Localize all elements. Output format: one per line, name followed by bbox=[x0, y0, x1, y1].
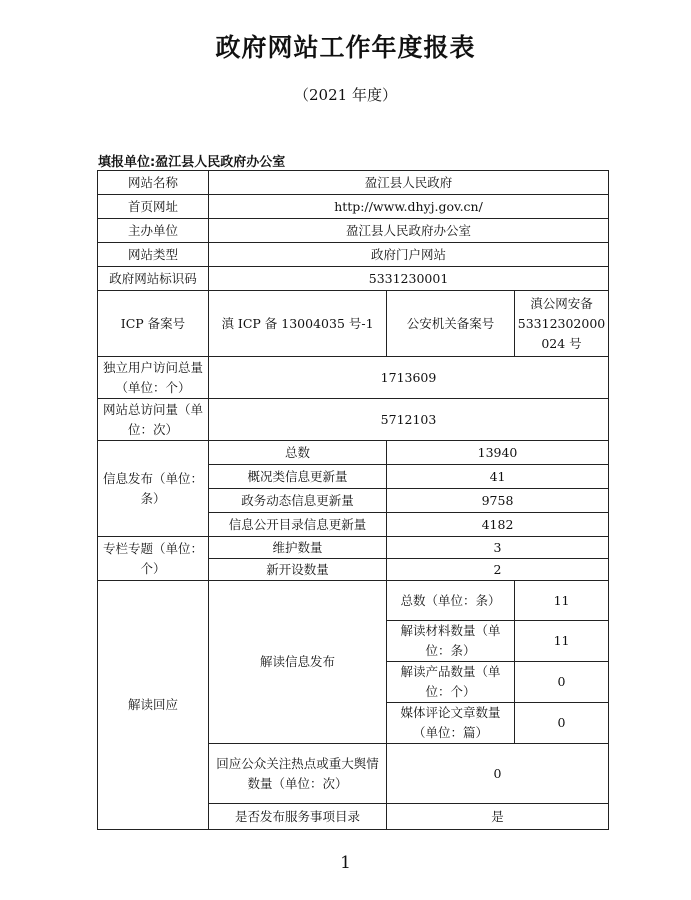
site-name-label: 网站名称 bbox=[98, 171, 209, 195]
pv-label: 网站总访问量（单位：次） bbox=[98, 399, 209, 441]
table-row bbox=[98, 581, 609, 621]
report-year: （2021 年度） bbox=[294, 86, 397, 104]
site-name-value: 盈江县人民政府 bbox=[209, 171, 609, 195]
interpret-total-value: 11 bbox=[515, 581, 609, 621]
info-catalog-label: 信息公开目录信息更新量 bbox=[209, 513, 387, 537]
homepage-value: http://www.dhyj.gov.cn/ bbox=[209, 195, 609, 219]
info-affairs-value: 9758 bbox=[387, 489, 609, 513]
icp-label: ICP 备案号 bbox=[98, 291, 209, 357]
table-row bbox=[98, 267, 609, 291]
interpret-respond-label: 回应公众关注热点或重大舆情数量（单位：次） bbox=[209, 744, 387, 804]
police-value: 滇公网安备 53312302000 024 号 bbox=[515, 291, 609, 357]
columns-label: 专栏专题（单位：个） bbox=[98, 537, 209, 581]
report-title: 政府网站工作年度报表 bbox=[215, 33, 476, 62]
info-total-label: 总数 bbox=[209, 441, 387, 465]
sponsor-value: 盈江县人民政府办公室 bbox=[209, 219, 609, 243]
info-release-label: 信息发布（单位：条） bbox=[98, 441, 209, 537]
service-label: 是否发布服务事项目录 bbox=[209, 804, 387, 830]
table-row bbox=[98, 399, 609, 441]
uv-value: 1713609 bbox=[209, 357, 609, 399]
table-row bbox=[98, 291, 609, 357]
interpret-respond-value: 0 bbox=[387, 744, 609, 804]
table-row bbox=[98, 219, 609, 243]
site-type-value: 政府门户网站 bbox=[209, 243, 609, 267]
interpret-publish-label: 解读信息发布 bbox=[209, 581, 387, 744]
table-row bbox=[98, 357, 609, 399]
uv-label: 独立用户访问总量（单位：个） bbox=[98, 357, 209, 399]
service-value: 是 bbox=[387, 804, 609, 830]
columns-maintained-label: 维护数量 bbox=[209, 537, 387, 559]
table-row bbox=[98, 171, 609, 195]
info-overview-value: 41 bbox=[387, 465, 609, 489]
interpret-media-label: 媒体评论文章数量（单位：篇） bbox=[387, 703, 515, 744]
columns-new-value: 2 bbox=[387, 559, 609, 581]
site-id-label: 政府网站标识码 bbox=[98, 267, 209, 291]
icp-value: 滇 ICP 备 13004035 号-1 bbox=[209, 291, 387, 357]
site-id-value: 5331230001 bbox=[209, 267, 609, 291]
info-overview-label: 概况类信息更新量 bbox=[209, 465, 387, 489]
table-row bbox=[98, 537, 609, 559]
filing-unit: 填报单位:盈江县人民政府办公室 bbox=[98, 155, 286, 170]
table-row bbox=[98, 243, 609, 267]
sponsor-label: 主办单位 bbox=[98, 219, 209, 243]
page-number: 1 bbox=[340, 853, 351, 873]
interpret-total-label: 总数（单位：条） bbox=[387, 581, 515, 621]
report-table bbox=[97, 170, 609, 830]
interpret-label: 解读回应 bbox=[98, 581, 209, 830]
table-row bbox=[98, 441, 609, 465]
police-label: 公安机关备案号 bbox=[387, 291, 515, 357]
site-type-label: 网站类型 bbox=[98, 243, 209, 267]
pv-value: 5712103 bbox=[209, 399, 609, 441]
table-row bbox=[98, 195, 609, 219]
info-total-value: 13940 bbox=[387, 441, 609, 465]
interpret-media-value: 0 bbox=[515, 703, 609, 744]
interpret-products-value: 0 bbox=[515, 662, 609, 703]
interpret-materials-value: 11 bbox=[515, 621, 609, 662]
interpret-materials-label: 解读材料数量（单位：条） bbox=[387, 621, 515, 662]
columns-new-label: 新开设数量 bbox=[209, 559, 387, 581]
interpret-products-label: 解读产品数量（单位：个） bbox=[387, 662, 515, 703]
info-catalog-value: 4182 bbox=[387, 513, 609, 537]
columns-maintained-value: 3 bbox=[387, 537, 609, 559]
info-affairs-label: 政务动态信息更新量 bbox=[209, 489, 387, 513]
homepage-label: 首页网址 bbox=[98, 195, 209, 219]
